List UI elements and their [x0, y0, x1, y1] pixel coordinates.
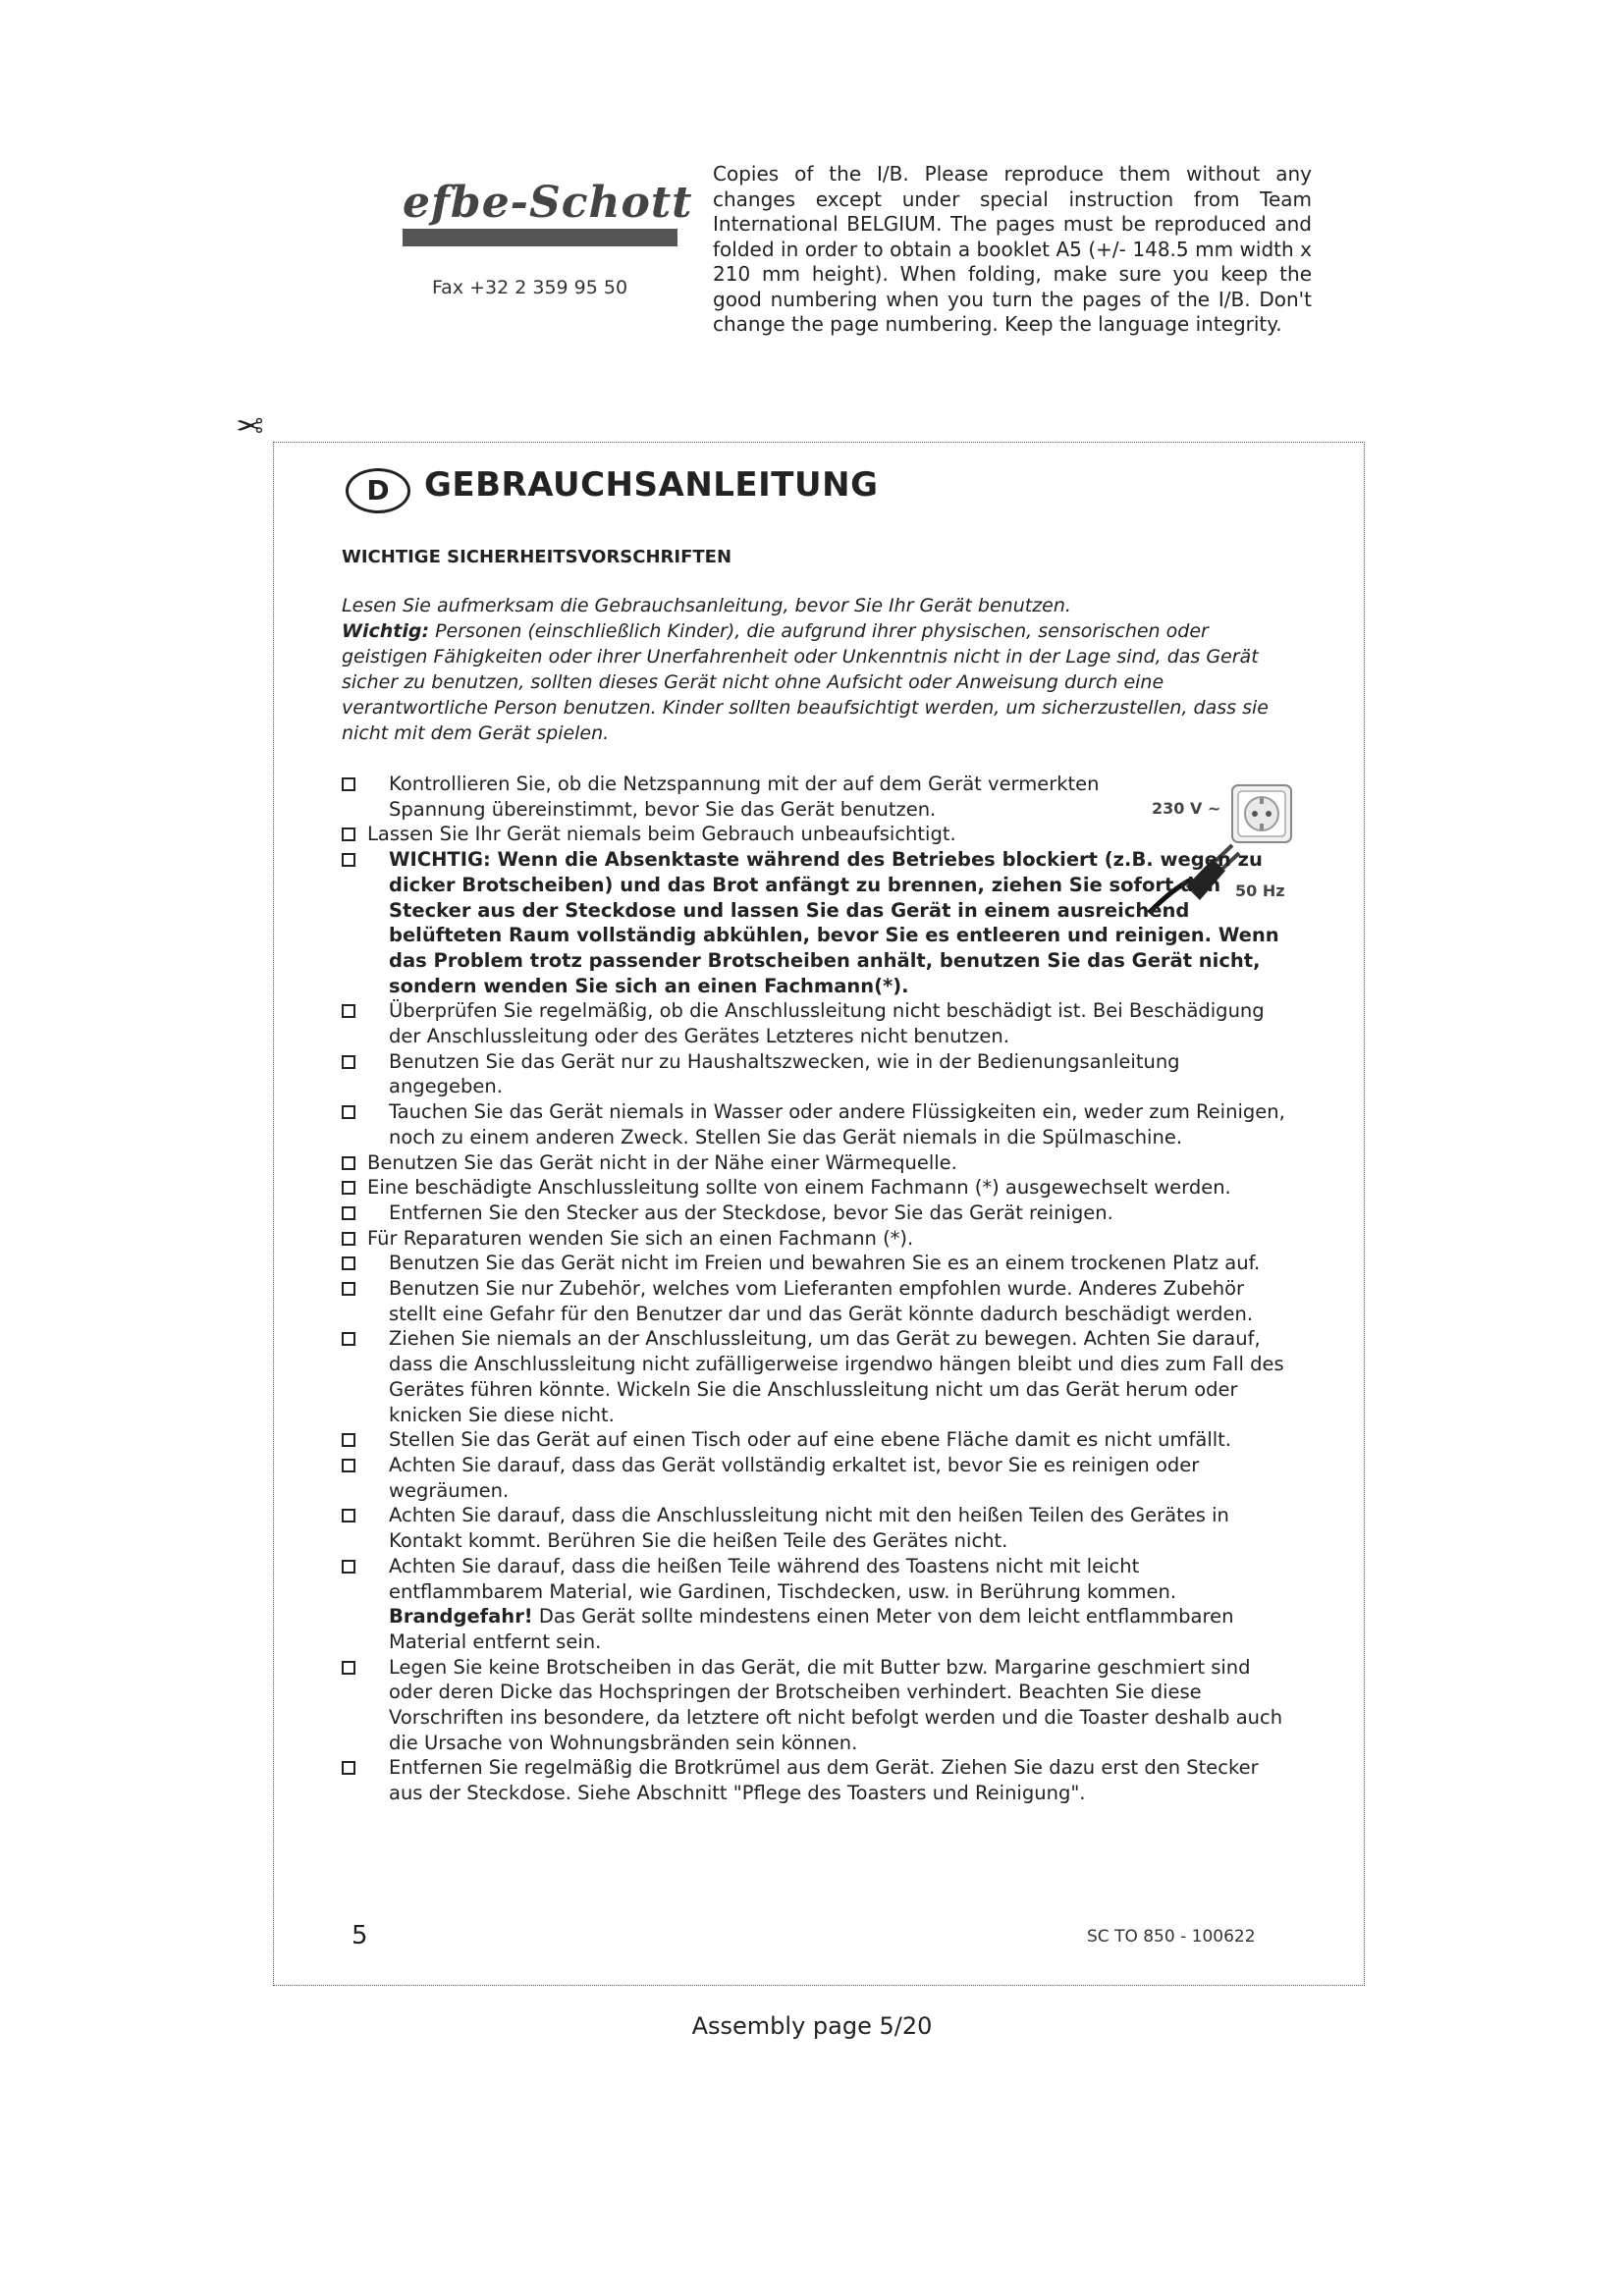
checkbox-icon — [342, 1761, 355, 1775]
fire-hazard-label: Brandgefahr! — [389, 1605, 533, 1629]
checkbox-icon — [342, 1509, 355, 1522]
list-item: Eine beschädigte Anschlussleitung sollte von einem Fachmann (*) ausgewechselt werden. — [340, 1175, 1287, 1201]
checkbox-icon — [342, 1661, 355, 1675]
checkbox-icon — [342, 777, 355, 791]
fire-hazard-text: Das Gerät sollte mindestens einen Meter von dem leicht entflammbaren Material entfernt sein. — [389, 1605, 1234, 1653]
checkbox-icon — [342, 1433, 355, 1447]
checkbox-icon — [342, 1181, 355, 1195]
language-badge: D — [346, 468, 410, 513]
checkbox-icon — [342, 828, 355, 841]
fax-number: Fax +32 2 359 95 50 — [432, 277, 628, 298]
brand-logo-bar — [403, 229, 677, 246]
list-item: Für Reparaturen wenden Sie sich an einen Fachmann (*). — [340, 1226, 1287, 1252]
reproduction-notice: Copies of the I/B. Please reproduce them without any changes except under special instruction from Team International BELGIUM. The pages must be reproduced and folded in order to obtain a booklet A5 (+/- 148.5 mm width x 210 mm height). When folding, make sure you keep the good numbering when you turn the pages of the I/B. Don't change the page numbering. Keep the language integrity. — [713, 162, 1312, 336]
scissors-icon: ✂ — [236, 404, 264, 444]
checkbox-icon — [342, 1055, 355, 1069]
frequency-label: 50 Hz — [1235, 881, 1285, 900]
brand-logo — [403, 178, 693, 252]
list-item: Benutzen Sie das Gerät nicht in der Nähe einer Wärmequelle. — [340, 1150, 1287, 1176]
checkbox-icon — [342, 1332, 355, 1346]
safety-instructions-list — [340, 772, 1287, 1806]
checkbox-icon — [342, 1459, 355, 1472]
list-item: WICHTIG: Wenn die Absenktaste während des Betriebes blockiert (z.B. wegen zu dicker Brotscheiben) und das Brot anfängt zu brennen, ziehen Sie sofort den Stecker aus der Steckdose und lassen Sie das Gerät in einem ausreichend belüfteten Raum vollständig abkühlen, bevor Sie es entleeren und reinigen. Wenn das Problem trotz passender Brotscheiben anhält, benutzen Sie das Gerät nicht, sondern wenden Sie sich an einen Fachmann(*). — [340, 847, 1287, 998]
warning-label: Wichtig: — [342, 620, 430, 642]
page-number: 5 — [352, 1921, 368, 1950]
list-item: Lassen Sie Ihr Gerät niemals beim Gebrauch unbeaufsichtigt. — [340, 822, 1287, 847]
warning-text: Personen (einschließlich Kinder), die aufgrund ihrer physischen, sensorischen oder geistigen Fähigkeiten oder ihrer Unerfahrenheit oder Unkenntnis nicht in der Lage sind, das Gerät sicher zu benutzen, sollten dieses Gerät nicht ohne Aufsicht oder Anweisung durch eine verantwortliche Person benutzen. Kinder sollten beaufsichtigt werden, um sicherzustellen, dass sie nicht mit dem Gerät spielen. — [342, 620, 1269, 744]
voltage-label: 230 V ~ — [1152, 799, 1221, 818]
list-item: Stellen Sie das Gerät auf einen Tisch oder auf eine ebene Fläche damit es nicht umfällt. — [340, 1427, 1287, 1453]
checkbox-icon — [342, 1560, 355, 1574]
brand-logo-text: efbe-Schott — [403, 178, 693, 228]
intro-line: Lesen Sie aufmerksam die Gebrauchsanleitung, bevor Sie Ihr Gerät benutzen. — [342, 595, 1071, 616]
list-item: Benutzen Sie das Gerät nicht im Freien und bewahren Sie es an einem trockenen Platz auf. — [340, 1251, 1287, 1276]
intro-warning — [342, 618, 1284, 746]
checkbox-icon — [342, 853, 355, 867]
checkbox-icon — [342, 1232, 355, 1246]
list-item: Achten Sie darauf, dass die heißen Teile während des Toastens nicht mit leicht entflammbarem Material, wie Gardinen, Tischdecken, usw. in Berührung kommen. Brandgefahr! Das Gerät sollte mindestens einen Meter von dem leicht entflammbaren Material entfernt sein. — [340, 1554, 1287, 1655]
checkbox-icon — [342, 1156, 355, 1170]
list-item: Benutzen Sie das Gerät nur zu Haushaltszwecken, wie in der Bedienungsanleitung angegeben. — [340, 1049, 1287, 1099]
list-item: Tauchen Sie das Gerät niemals in Wasser oder andere Flüssigkeiten ein, weder zum Reinigen, noch zu einem anderen Zweck. Stellen Sie das Gerät niemals in die Spülmaschine. — [340, 1099, 1287, 1149]
page-title: GEBRAUCHSANLEITUNG — [424, 465, 879, 505]
checkbox-icon — [342, 1004, 355, 1018]
checkbox-icon — [342, 1206, 355, 1220]
list-item: Achten Sie darauf, dass die Anschlussleitung nicht mit den heißen Teilen des Gerätes in Kontakt kommt. Berühren Sie die heißen Teile des Gerätes nicht. — [340, 1503, 1287, 1553]
list-item: Kontrollieren Sie, ob die Netzspannung mit der auf dem Gerät vermerkten Spannung übereinstimmt, bevor Sie das Gerät benutzen. — [340, 772, 1199, 822]
list-item: Entfernen Sie regelmäßig die Brotkrümel aus dem Gerät. Ziehen Sie dazu erst den Stecker aus der Steckdose. Siehe Abschnitt "Pflege des Toasters und Reinigung". — [340, 1755, 1287, 1805]
list-item: Überprüfen Sie regelmäßig, ob die Anschlussleitung nicht beschädigt ist. Bei Beschädigung der Anschlussleitung oder des Gerätes Letzteres nicht benutzen. — [340, 998, 1287, 1048]
list-item: Ziehen Sie niemals an der Anschlussleitung, um das Gerät zu bewegen. Achten Sie darauf, dass die Anschlussleitung nicht zufälligerweise irgendwo hängen bleibt und dies zum Fall des Gerätes führen könnte. Wickeln Sie die Anschlussleitung nicht um das Gerät herum oder knicken Sie diese nicht. — [340, 1326, 1287, 1427]
list-item: Benutzen Sie nur Zubehör, welches vom Lieferanten empfohlen wurde. Anderes Zubehör stellt eine Gefahr für den Benutzer dar und das Gerät könnte dadurch beschädigt werden. — [340, 1276, 1287, 1326]
checkbox-icon — [342, 1105, 355, 1119]
list-item: Legen Sie keine Brotscheiben in das Gerät, die mit Butter bzw. Margarine geschmiert sind oder deren Dicke das Hochspringen der Brotscheiben verhindert. Beachten Sie diese Vorschriften ins besondere, da letztere oft nicht befolgt werden und die Toaster deshalb auch die Ursache von Wohnungsbränden sein können. — [340, 1655, 1287, 1756]
intro-text — [342, 593, 1284, 746]
list-item: Entfernen Sie den Stecker aus der Steckdose, bevor Sie das Gerät reinigen. — [340, 1201, 1287, 1226]
checkbox-icon — [342, 1282, 355, 1296]
model-code: SC TO 850 - 100622 — [1087, 1927, 1256, 1947]
list-item: Achten Sie darauf, dass das Gerät vollständig erkaltet ist, bevor Sie es reinigen oder wegräumen. — [340, 1453, 1287, 1503]
assembly-page-label: Assembly page 5/20 — [691, 2012, 933, 2040]
section-subtitle: WICHTIGE SICHERHEITSVORSCHRIFTEN — [342, 547, 732, 567]
checkbox-icon — [342, 1256, 355, 1270]
